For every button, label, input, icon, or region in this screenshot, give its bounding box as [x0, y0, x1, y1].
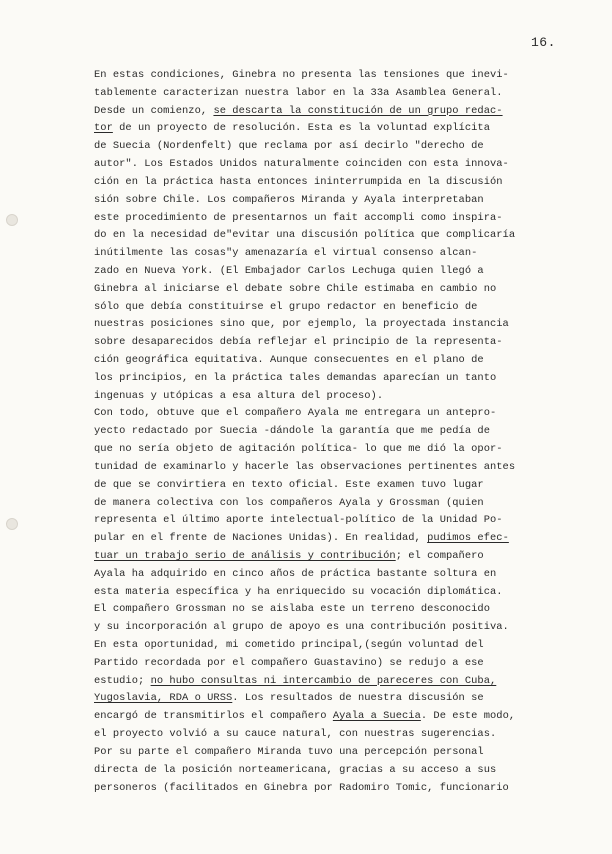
text-segment: y su incorporación al grupo de apoyo es una contribución positiva. — [94, 621, 509, 634]
text-segment: Ginebra al iniciarse el debate sobre Chile estimaba en cambio no — [94, 282, 497, 295]
text-line — [94, 495, 594, 513]
text-line — [94, 210, 594, 228]
text-segment: de un proyecto de resolución. Esta es la voluntad explícita — [112, 122, 490, 135]
text-segment: sólo que debía constituirse el grupo redactor en beneficio de — [94, 300, 478, 313]
text-line — [94, 85, 594, 103]
body-text — [94, 67, 594, 797]
text-segment: pular en el frente de Naciones Unidas). En realidad, — [94, 532, 428, 545]
text-line — [94, 584, 594, 602]
text-segment: estudio; — [94, 674, 151, 687]
text-line — [94, 530, 594, 548]
text-line — [94, 637, 594, 655]
text-line — [94, 370, 594, 388]
text-segment: de que se convirtiera en texto oficial. Este examen tuvo lugar — [94, 478, 484, 491]
underlined-text: tuar un trabajo serio de análisis y contribución — [94, 549, 396, 562]
text-line — [94, 566, 594, 584]
text-line — [94, 245, 594, 263]
page-number: 16. — [531, 35, 556, 50]
text-line — [94, 227, 594, 245]
text-line — [94, 174, 594, 192]
text-segment: ción geográfica equitativa. Aunque consecuentes en el plano de — [94, 354, 484, 366]
punch-hole — [6, 214, 18, 226]
text-line — [94, 156, 594, 174]
text-line — [94, 423, 594, 441]
text-line — [94, 263, 594, 281]
text-segment: En esta oportunidad, mi cometido principal,(según voluntad del — [94, 639, 484, 651]
text-segment: En estas condiciones, Ginebra no presenta las tensiones que inevi- — [94, 69, 509, 81]
text-segment: Desde un comienzo, — [94, 104, 214, 117]
text-segment: sión sobre Chile. Los compañeros Miranda y Ayala interpretaban — [94, 193, 484, 206]
text-line — [94, 673, 594, 691]
text-line — [94, 780, 594, 798]
text-segment: tunidad de examinarlo y hacerle las observaciones pertinentes antes — [94, 460, 516, 473]
text-line — [94, 690, 594, 708]
text-segment: de Suecia (Nordenfelt) que reclama por así decirlo "derecho de — [94, 140, 484, 153]
text-line — [94, 67, 594, 85]
text-segment: Ayala ha adquirido en cinco años de práctica bastante soltura en — [94, 567, 497, 580]
text-segment: el proyecto volvió a su cauce natural, con nuestras sugerencias. — [94, 728, 497, 741]
text-line — [94, 103, 594, 121]
text-line — [94, 744, 594, 762]
text-line — [94, 316, 594, 334]
text-line — [94, 762, 594, 780]
text-line — [94, 459, 594, 477]
underlined-text: Ayala a Suecia — [332, 710, 421, 723]
text-segment: de manera colectiva con los compañeros Ayala y Grossman (quien — [94, 496, 484, 509]
text-segment: que no sería objeto de agitación política- lo que me dió la opor- — [94, 443, 503, 456]
text-segment: autor". Los Estados Unidos naturalmente coinciden con esta innova- — [94, 158, 509, 171]
text-line — [94, 708, 594, 726]
underlined-text: se descarta la constitución de un grupo redac- — [213, 104, 503, 117]
text-segment: . Los resultados de nuestra discusión se — [232, 692, 484, 705]
text-segment: ingenuas y utópicas a esa altura del proceso). — [94, 389, 384, 402]
text-line — [94, 388, 594, 406]
text-segment: nuestras posiciones sino que, por ejemplo, la proyectada instancia — [94, 318, 509, 331]
underlined-text: pudimos efec- — [427, 532, 509, 545]
text-segment: sobre desaparecidos debía reflejar el principio de la representa- — [94, 336, 503, 349]
text-line — [94, 655, 594, 673]
underlined-text: Yugoslavia, RDA o URSS — [94, 692, 233, 705]
text-segment: ción en la práctica hasta entonces ininterrumpida en la discusión — [94, 175, 503, 188]
text-segment: zado en Nueva York. (El Embajador Carlos Lechuga quien llegó a — [94, 264, 484, 277]
text-segment: yecto redactado por Suecia -dándole la garantía que me pedía de — [94, 425, 490, 438]
text-segment: ; el compañero — [395, 549, 484, 562]
text-segment: personeros (facilitados en Ginebra por Radomiro Tomic, funcionario — [94, 781, 509, 794]
text-segment: do en la necesidad de"evitar una discusión política que complicaría — [94, 229, 516, 242]
text-line — [94, 405, 594, 423]
text-line — [94, 352, 594, 370]
text-line — [94, 120, 594, 138]
text-line — [94, 299, 594, 317]
text-line — [94, 548, 594, 566]
text-segment: esta materia específica y ha enriquecido su vocación diplomática. — [94, 585, 503, 598]
text-segment: representa el último aporte intelectual-político de la Unidad Po- — [94, 514, 503, 527]
underlined-text: no hubo consultas ni intercambio de pareceres con Cuba, — [150, 674, 497, 687]
text-line — [94, 138, 594, 156]
underlined-text: tor — [94, 122, 113, 135]
text-segment: Partido recordada por el compañero Guastavino) se redujo a ese — [94, 656, 484, 669]
text-line — [94, 619, 594, 637]
text-line — [94, 441, 594, 459]
text-segment: directa de la posición norteamericana, gracias a su acceso a sus — [94, 763, 497, 776]
text-line — [94, 601, 594, 619]
text-line — [94, 477, 594, 495]
text-line — [94, 334, 594, 352]
text-segment: Con todo, obtuve que el compañero Ayala me entregara un antepro- — [94, 407, 497, 420]
text-line — [94, 512, 594, 530]
text-segment: El compañero Grossman no se aislaba este un terreno desconocido — [94, 603, 490, 616]
text-line — [94, 192, 594, 210]
text-segment: Por su parte el compañero Miranda tuvo una percepción personal — [94, 745, 484, 758]
text-segment: encargó de transmitirlos el compañero — [94, 710, 333, 723]
text-segment: los principios, en la práctica tales demandas aparecían un tanto — [94, 371, 497, 384]
text-segment: tablemente caracterizan nuestra labor en la 33a Asamblea General. — [94, 86, 503, 99]
text-line — [94, 281, 594, 299]
text-line — [94, 726, 594, 744]
text-segment: este procedimiento de presentarnos un fait accompli como inspira- — [94, 211, 503, 224]
text-segment: inútilmente las cosas"y amenazaría el virtual consenso alcan- — [94, 247, 478, 260]
text-segment: . De este modo, — [420, 710, 516, 723]
punch-hole — [6, 518, 18, 530]
